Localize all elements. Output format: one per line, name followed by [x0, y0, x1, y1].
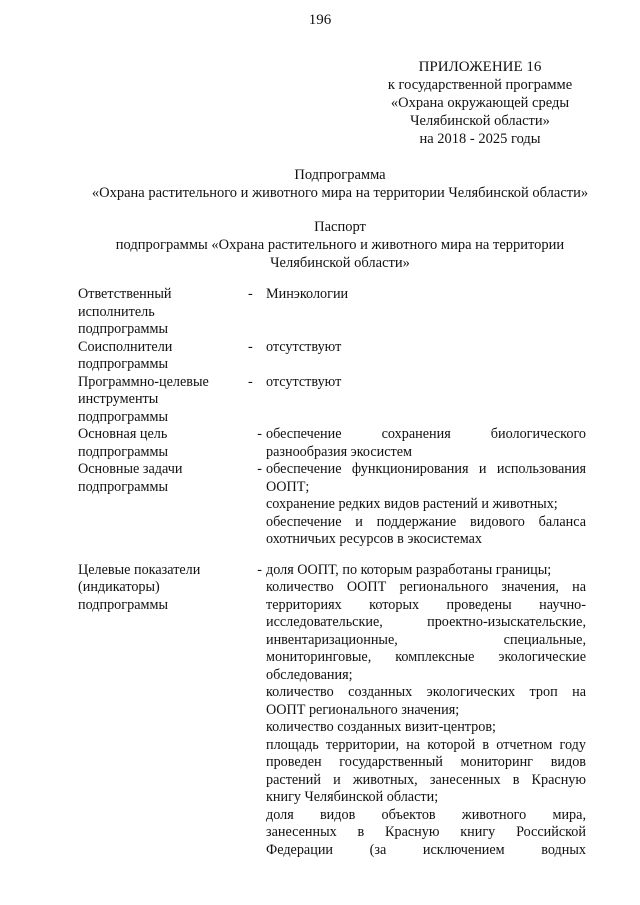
row-value-line: сохранение редких видов растений и животных; — [266, 496, 558, 512]
row-value-line: количество созданных экологических троп на — [266, 684, 586, 700]
table-row-responsible — [78, 286, 590, 339]
row-dash: - — [248, 373, 253, 390]
appendix-title: ПРИЛОЖЕНИЕ 16 — [418, 59, 542, 75]
row-label-line: инструменты — [78, 391, 159, 407]
passport-title-line: Челябинской области» — [270, 255, 410, 271]
appendix-block — [370, 58, 590, 148]
passport-table — [78, 286, 590, 859]
row-label — [78, 562, 248, 860]
row-value-line: инвентаризационные, специальные, — [266, 631, 586, 648]
row-label — [78, 286, 248, 339]
appendix-line: на 2018 - 2025 годы — [419, 131, 541, 147]
row-label-line: исполнитель — [78, 303, 155, 320]
row-value-line: проведен государственный мониторинг видов — [266, 754, 586, 770]
row-value-line: отсутствуют — [266, 373, 342, 390]
row-value — [266, 426, 586, 461]
appendix-line: Челябинской области» — [410, 113, 550, 129]
row-dash: - — [248, 338, 253, 355]
row-value — [266, 562, 586, 860]
row-label-line: Соисполнители — [78, 338, 173, 355]
table-row-instruments — [78, 374, 590, 427]
row-value-line: площадь территории, на которой в отчетном году — [266, 736, 586, 753]
row-label-line: подпрограммы — [78, 596, 168, 613]
row-label-line: Основная цель — [78, 426, 168, 442]
row-label-line: подпрограммы — [78, 356, 168, 372]
table-row-indicators — [78, 562, 590, 860]
row-label — [78, 426, 248, 461]
table-row-main-tasks — [78, 461, 590, 549]
row-value-line: отсутствуют — [266, 338, 342, 355]
row-value-line: доля видов объектов животного мира, — [266, 806, 586, 823]
row-value-line: количество созданных визит-центров; — [266, 719, 496, 735]
row-value-line: обеспечение функционирования и использования — [266, 461, 586, 477]
row-label-line: Программно-целевые — [78, 373, 209, 390]
row-label-line: Основные задачи — [78, 461, 183, 477]
row-value-line: ООПТ регионального значения; — [266, 701, 460, 718]
row-dash: - — [257, 461, 262, 477]
row-value — [266, 286, 586, 339]
row-label-line: Ответственный — [78, 286, 172, 302]
row-label — [78, 374, 248, 427]
row-value-line: Минэкологии — [266, 286, 349, 302]
row-value-line: обеспечение сохранения биологического — [266, 426, 586, 442]
row-label-line: (индикаторы) — [78, 579, 160, 595]
table-row-main-goal — [78, 426, 590, 461]
row-value-line: доля ООПТ, по которым разработаны границы; — [266, 561, 552, 578]
row-label — [78, 339, 248, 374]
row-label-line: Целевые показатели — [78, 561, 201, 578]
row-label — [78, 461, 248, 549]
subprogram-heading-block — [40, 166, 640, 202]
subprogram-heading: Подпрограмма — [294, 167, 386, 183]
table-row-coexecutors — [78, 339, 590, 374]
row-value-line: территориях которых проведены научно- — [266, 596, 586, 613]
subprogram-title: «Охрана растительного и животного мира на территории Челябинской области» — [91, 185, 589, 201]
row-value-line: растений и животных, занесенных в Красную — [266, 771, 586, 788]
passport-heading-block — [40, 218, 640, 272]
row-dash: - — [257, 561, 262, 578]
row-value — [266, 461, 586, 549]
row-label-line: подпрограммы — [78, 443, 168, 460]
row-label-line: подпрограммы — [78, 478, 168, 495]
row-value-line: обеспечение и поддержание видового баланса — [266, 513, 586, 530]
passport-heading: Паспорт — [314, 219, 366, 235]
appendix-line: «Охрана окружающей среды — [390, 95, 570, 111]
row-value-line: ООПТ; — [266, 478, 310, 495]
row-dash: - — [257, 426, 262, 442]
row-value-line: занесенных в Красную книгу Российской — [266, 824, 586, 840]
row-value-line: обследования; — [266, 666, 353, 683]
row-value — [266, 374, 586, 427]
row-value-line: исследовательские, проектно-изыскательские, — [266, 614, 586, 630]
row-value-line: разнообразия экосистем — [266, 443, 413, 460]
row-value-line: мониторинговые, комплексные экологические — [266, 649, 586, 665]
row-label-line: подпрограммы — [78, 321, 168, 337]
row-value-line: количество ООПТ регионального значения, на — [266, 579, 586, 595]
appendix-line: к государственной программе — [387, 77, 573, 93]
row-value-line: книгу Челябинской области; — [266, 789, 439, 805]
row-value — [266, 339, 586, 374]
row-label-line: подпрограммы — [78, 408, 168, 425]
passport-title-line: подпрограммы «Охрана растительного и животного мира на территории — [115, 237, 565, 253]
row-value-line: Федерации (за исключением водных — [266, 841, 586, 858]
page-number: 196 — [308, 12, 332, 28]
row-dash: - — [248, 286, 253, 302]
row-value-line: охотничьих ресурсов в экосистемах — [266, 531, 483, 547]
